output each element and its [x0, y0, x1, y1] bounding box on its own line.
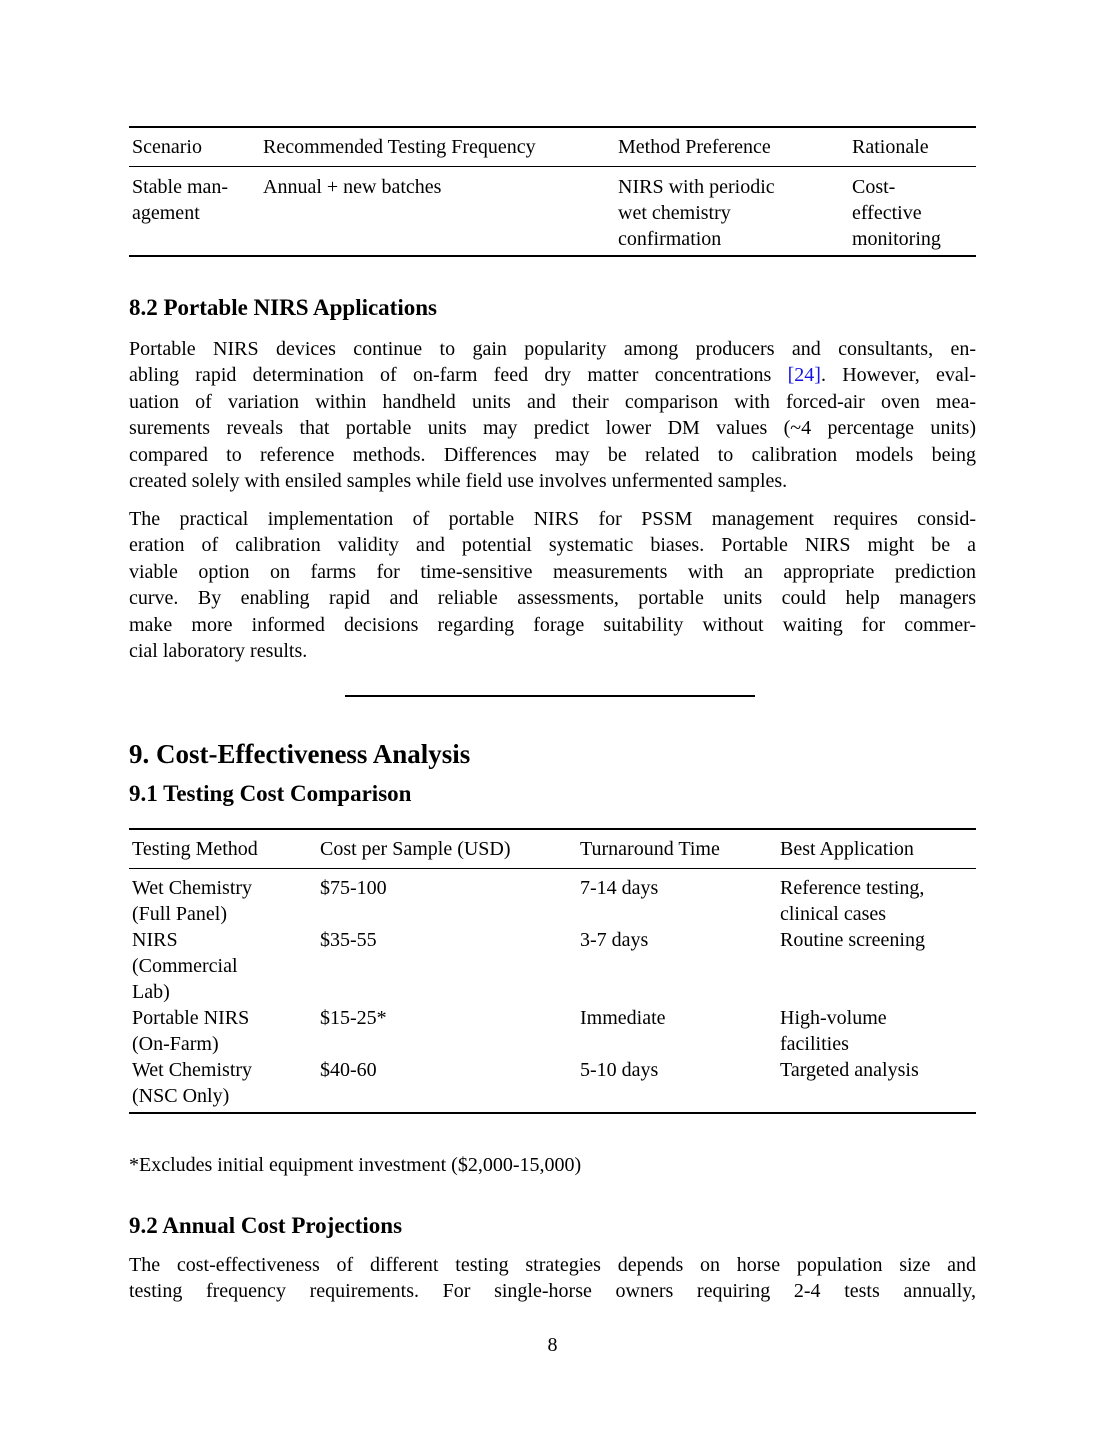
cell-line: NIRS with periodic	[618, 176, 775, 198]
cell-line: 5-10 days	[580, 1059, 659, 1081]
column-header-scenario: Scenario	[132, 136, 202, 158]
table-row	[129, 875, 976, 927]
cell-method-preference	[618, 174, 852, 252]
cell-application	[780, 1005, 976, 1057]
cell-line: agement	[132, 202, 200, 224]
text-line: make more informed decisions regarding forage suitability without waiting for commer-	[129, 613, 976, 636]
cell-line: Stable man-	[132, 176, 229, 198]
text-line: surements reveals that portable units may predict lower DM values (~4 percentage units)	[129, 417, 976, 440]
column-header-rationale: Rationale	[852, 136, 929, 158]
cell-line: High-volume	[780, 1007, 887, 1029]
cell-testing-method	[129, 1057, 320, 1109]
table-row	[129, 167, 976, 255]
table-row	[129, 927, 976, 1005]
scenario-table-bottom-rule	[129, 255, 976, 257]
cost-table-header-row	[129, 830, 976, 868]
text-line: The cost-effectiveness of different testing strategies depends on horse population size and	[129, 1254, 976, 1276]
text-line: testing frequency requirements. For single-horse owners requiring 2-4 tests annually,	[129, 1280, 976, 1303]
column-header-turnaround-time: Turnaround Time	[580, 838, 720, 860]
cell-line: Wet Chemistry	[132, 877, 253, 899]
cell-application	[780, 927, 976, 1005]
cell-line: (NSC Only)	[132, 1085, 230, 1107]
text-line: Portable NIRS devices continue to gain popularity among producers and consultants, en-	[129, 338, 976, 360]
cell-line: confirmation	[618, 228, 722, 250]
cell-line: (Full Panel)	[132, 903, 227, 925]
cell-application	[780, 875, 976, 927]
cell-frequency	[263, 174, 618, 252]
cell-line: facilities	[780, 1033, 849, 1055]
text-line: created solely with ensiled samples while field use involves unfermented samples.	[129, 470, 788, 493]
citation-link-24[interactable]: [24]	[787, 364, 821, 387]
cell-line: (On-Farm)	[132, 1033, 219, 1055]
cell-line: Immediate	[580, 1007, 666, 1029]
cell-line: NIRS	[132, 929, 178, 951]
column-header-frequency: Recommended Testing Frequency	[263, 136, 536, 158]
cell-line: $35-55	[320, 929, 377, 951]
cell-line: Routine screening	[780, 929, 925, 951]
scenario-table	[129, 126, 976, 257]
cost-table-body	[129, 869, 976, 1112]
cell-turnaround	[580, 1057, 780, 1109]
section-separator-rule	[345, 695, 755, 697]
cell-line: monitoring	[852, 228, 941, 250]
text-line: eration of calibration validity and potential systematic biases. Portable NIRS might be a	[129, 534, 976, 557]
cell-cost	[320, 927, 580, 1005]
column-header-testing-method: Testing Method	[132, 838, 258, 860]
cell-line: wet chemistry	[618, 202, 731, 224]
cell-turnaround	[580, 1005, 780, 1057]
text-line: uation of variation within handheld units and their comparison with forced-air oven mea-	[129, 390, 976, 413]
cell-rationale	[852, 174, 976, 252]
cell-turnaround	[580, 875, 780, 927]
cell-line: 7-14 days	[580, 877, 659, 899]
cell-scenario	[129, 174, 263, 252]
cell-cost	[320, 1057, 580, 1109]
text-line: compared to reference methods. Differences may be related to calibration models being	[129, 443, 976, 466]
cell-line: clinical cases	[780, 903, 887, 925]
cell-line: (Commercial	[132, 955, 238, 977]
cell-line: $75-100	[320, 877, 387, 899]
cell-testing-method	[129, 927, 320, 1005]
cell-cost	[320, 1005, 580, 1057]
cost-table	[129, 828, 976, 1114]
cell-line: Reference testing,	[780, 877, 925, 899]
cell-cost	[320, 875, 580, 927]
paragraph-portable-nirs-2	[129, 506, 976, 664]
cell-testing-method	[129, 875, 320, 927]
cell-testing-method	[129, 1005, 320, 1057]
paragraph-annual-cost	[129, 1252, 976, 1305]
text-line: The practical implementation of portable NIRS for PSSM management requires consid-	[129, 508, 976, 530]
text-line	[129, 362, 976, 388]
text-line: cial laboratory results.	[129, 640, 308, 663]
cell-line: Lab)	[132, 981, 170, 1003]
cell-line: Portable NIRS	[132, 1007, 250, 1029]
cell-line: 3-7 days	[580, 929, 649, 951]
paragraph-portable-nirs-1	[129, 336, 976, 494]
cell-line: Wet Chemistry	[132, 1059, 253, 1081]
cell-application	[780, 1057, 976, 1109]
text-line: viable option on farms for time-sensitive measurements with an appropriate prediction	[129, 560, 976, 583]
cell-line: Annual + new batches	[263, 176, 442, 198]
column-header-best-application: Best Application	[780, 838, 914, 860]
table-footnote: *Excludes initial equipment investment ($2,000-15,000)	[129, 1154, 582, 1176]
cell-line: Targeted analysis	[780, 1059, 919, 1081]
cell-line: Cost-	[852, 176, 896, 198]
section-9-heading: 9. Cost-Effectiveness Analysis	[129, 739, 471, 769]
page-number: 8	[547, 1334, 558, 1356]
section-8-2-heading: 8.2 Portable NIRS Applications	[129, 295, 437, 320]
section-9-1-heading: 9.1 Testing Cost Comparison	[129, 781, 412, 806]
text-segment: abling rapid determination of on-farm feed dry matter concentrations	[129, 364, 788, 387]
section-9-2-heading: 9.2 Annual Cost Projections	[129, 1213, 403, 1238]
cell-line: $40-60	[320, 1059, 377, 1081]
scenario-table-header-row	[129, 128, 976, 166]
cell-line: $15-25*	[320, 1007, 387, 1029]
table-row	[129, 1005, 976, 1057]
cell-turnaround	[580, 927, 780, 1005]
text-line: curve. By enabling rapid and reliable assessments, portable units could help managers	[129, 587, 976, 610]
table-row	[129, 1057, 976, 1109]
cost-table-bottom-rule	[129, 1112, 976, 1114]
column-header-method-preference: Method Preference	[618, 136, 771, 158]
column-header-cost-per-sample: Cost per Sample (USD)	[320, 838, 511, 860]
cell-line: effective	[852, 202, 922, 224]
text-segment: . However, eval-	[820, 364, 976, 387]
